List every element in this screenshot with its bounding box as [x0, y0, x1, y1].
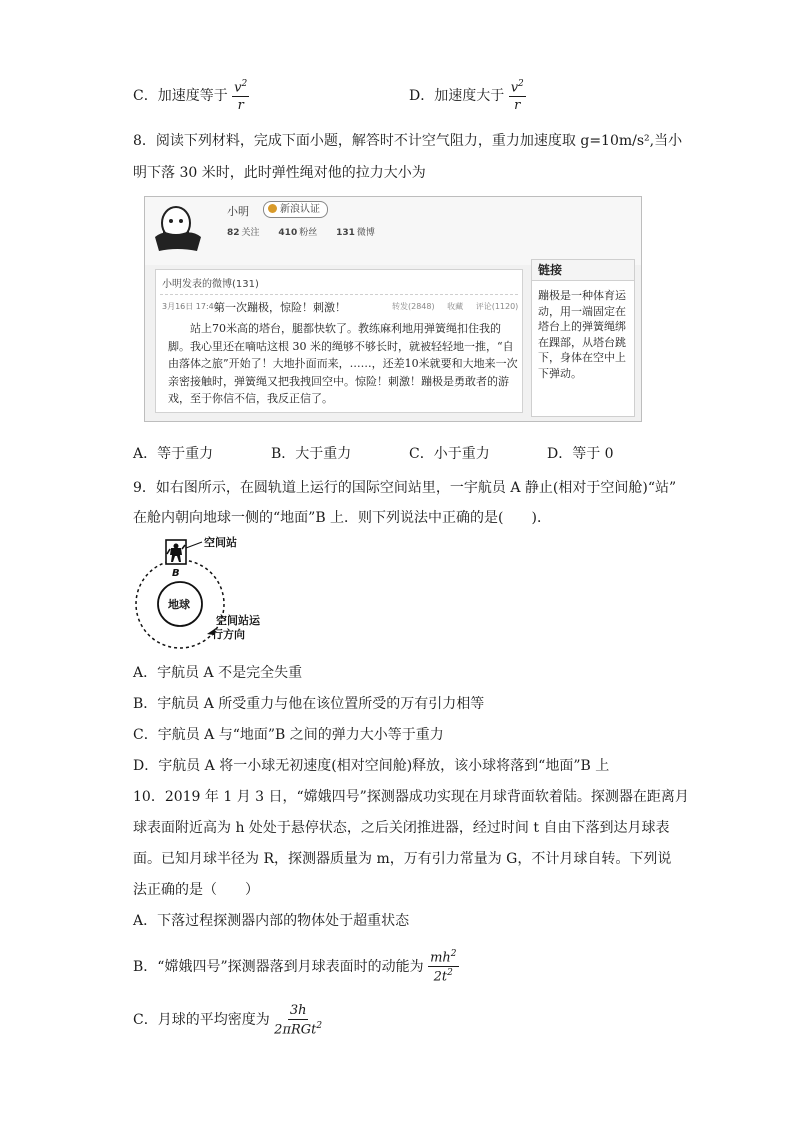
direction-label-line2: 行方向	[212, 628, 245, 641]
weibo-user-name: 小明	[227, 205, 249, 218]
q10-option-b	[133, 950, 459, 984]
q10-stem-line1: 10．2019 年 1 月 3 日，“嫦娥四号”探测器成功实现在月球背面软着陆。探测器在距离月	[133, 789, 689, 805]
weibo-stats	[227, 225, 391, 238]
q9-option-c: C．宇航员 A 与“地面”B 之间的弹力大小等于重力	[133, 727, 444, 743]
weibo-profile-header	[145, 197, 642, 265]
q10-stem-line4: 法正确的是（ ）	[133, 882, 259, 898]
link-text: 蹦极是一种体育运动，用一端固定在塔台上的弹簧绳绑在踝部，从塔台跳下，身体在空中上下弹动。	[538, 289, 626, 380]
q10-option-c-label: C．月球的平均密度为	[133, 1012, 270, 1029]
q10-stem-line3: 面。已知月球半径为 R，探测器质量为 m，万有引力常量为 G，不计月球自转。下列说	[133, 851, 672, 867]
space-station-diagram	[130, 534, 290, 654]
comment-count: 评论(1120)	[475, 302, 519, 311]
q7-option-d	[409, 80, 526, 112]
q10-option-c-fraction: $\frac{3h}{2\pi RGt^2}$	[274, 1003, 323, 1038]
post-meta	[382, 301, 518, 312]
link-title: 链接	[532, 260, 634, 281]
post-title: 第一次蹦极，惊险！刺激！	[214, 301, 346, 314]
following-stat: 82 关注	[227, 228, 260, 238]
posts-stat: 131 微博	[336, 228, 375, 238]
q9-option-b: B．宇航员 A 所受重力与他在该位置所受的万有引力相等	[133, 696, 485, 712]
q7-option-d-fraction: $\frac{v^2}{r}$	[510, 79, 524, 114]
q8-option-c: C．小于重力	[409, 446, 490, 462]
point-b-label: B	[172, 568, 180, 579]
earth-label: 地球	[168, 598, 190, 611]
station-pointer	[186, 542, 202, 548]
q7-option-c-fraction: $\frac{v^2}{r}$	[234, 79, 248, 114]
weibo-section-title: 小明发表的微博(131)	[162, 279, 259, 290]
q8-option-b: B．大于重力	[271, 446, 352, 462]
verified-badge: 新浪认证	[263, 201, 328, 218]
q10-stem-line2: 球表面附近高为 h 处处于悬停状态，之后关闭推进器，经过时间 t 自由下落到达月球表	[133, 820, 670, 836]
q9-stem-line2: 在舱内朝向地球一侧的“地面”B 上．则下列说法中正确的是( )．	[133, 510, 551, 526]
q9-option-d: D．宇航员 A 将一小球无初速度(相对空间舱)释放，该小球将落到“地面”B 上	[133, 758, 610, 774]
post-date: 3月16日 17:46	[162, 302, 219, 311]
q8-stem-line2: 明下落 30 米时，此时弹性绳对他的拉力大小为	[133, 165, 426, 181]
station-label: 空间站	[204, 536, 237, 549]
q9-stem-line1: 9．如右图所示，在圆轨道上运行的国际空间站里，一宇航员 A 静止(相对于空间舱)“站”	[133, 480, 677, 496]
q10-option-b-fraction: $\frac{mh^2}{2t^2}$	[430, 949, 457, 985]
verified-icon	[268, 204, 277, 213]
post-body: 站上70米高的塔台，腿都快软了。教练麻利地用弹簧绳扣住我的脚。我心里还在嘀咕这根 30 米的绳够不够长时，就被轻轻地一推，“自由落体之旅”开始了！大地扑面而来，……，还差10米就要和大地来一次亲密接触时，弹簧绳又把我拽回空中。惊险！刺激！蹦极是勇敢者的游戏，至于你信不信，我反正信了。	[168, 322, 518, 405]
divider	[160, 294, 518, 295]
direction-label-line1: 空间站运	[216, 614, 260, 627]
q10-option-b-label: B．“嫦娥四号”探测器落到月球表面时的动能为	[133, 958, 424, 975]
q10-option-c	[133, 1004, 322, 1036]
q10-option-a: A．下落过程探测器内部的物体处于超重状态	[133, 913, 410, 929]
q8-option-d: D．等于 0	[547, 446, 614, 462]
repost-count: 转发(2848)	[392, 302, 435, 311]
weibo-screenshot	[144, 196, 642, 422]
q8-stem-line1: 8．阅读下列材料，完成下面小题，解答时不计空气阻力，重力加速度取 g=10m/s²,当小	[133, 133, 683, 149]
fans-stat: 410 粉丝	[278, 228, 318, 238]
link-panel	[531, 259, 635, 417]
weibo-post-panel	[155, 269, 523, 413]
q8-option-a: A．等于重力	[133, 446, 214, 462]
favorite-label: 收藏	[447, 302, 464, 311]
avatar-icon	[151, 201, 203, 255]
q7-option-c-label: C．加速度等于	[133, 88, 228, 105]
q7-option-c	[133, 80, 249, 112]
q7-option-d-label: D．加速度大于	[409, 88, 505, 105]
q9-option-a: A．宇航员 A 不是完全失重	[133, 665, 303, 681]
